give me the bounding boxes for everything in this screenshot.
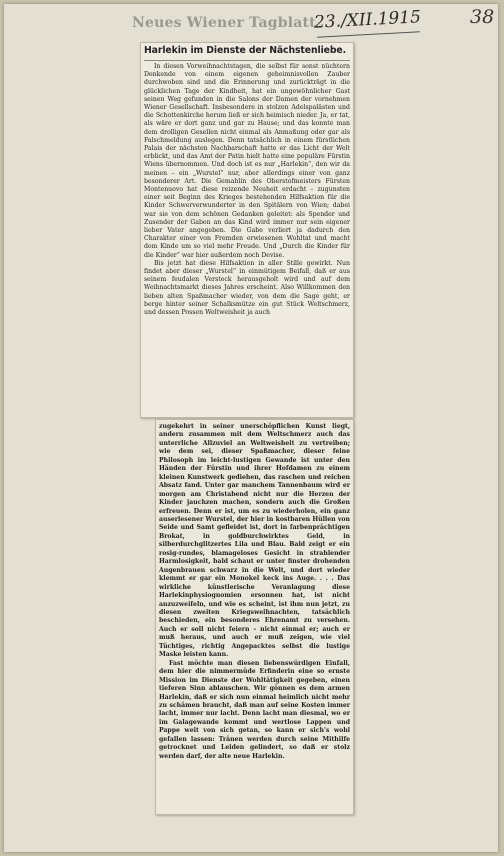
date-underline: [317, 31, 420, 37]
handwritten-date: 23./XII.1915: [313, 7, 422, 33]
handwritten-page-number: 38: [470, 6, 495, 28]
article-clipping-top: [140, 42, 354, 418]
article-headline: Harlekin im Dienste der Nächstenliebe.: [144, 45, 350, 61]
paragraph: zugekehrt in seiner unerschöpflichen Kunst liegt, andern zusammen mit dem Weltschmerz auch das unterrliche Allzuviel an Weltweisheit zu vertreiben; wie dem sei, dieser Spaßmacher, dieser feine Philosoph im leicht-lustigen Gewande ist unter den Händen der Fürstin und ihrer Hofdamen zu einem kleinen Kunstwerk gediehen, das raschen und reichen Absatz fand. Unter gar manchem Tannenbaum wird er morgen am Christabend nicht nur die Herzen der Kinder jauchzen machen, sondern auch die Großen erfreuen. Denn er ist, um es zu wiederholen, ein ganz auserlesener Wurstel, der hier in kostbaren Hüllen von Seide und Samt gefleidet ist, dort in farbenprächtigen Brokat, in goldburchwirktes Geld, in silberdurchglitzertes Lila und Blau. Bald zeigt er ein rosig-rundes, blamageloses Gesicht in strahlender Harmlosigkeit, bald schaut er unter finster drohenden Augenbrauen schwarz in die Welt, und dort wieder klemmt er gar ein Monokel keck ins Auge. . . . Das wirkliche künstlerische Veranlagung diese Harlekinphysiognomien ersonnen hat, ist nicht anzuzweifeln, und wie es scheint, ist ihm nun jetzt, zu diesen zweiten Kriegsweihnachten, tatsächlich beschieden, ein besonderes Ehrenamt zu versehen. Auch er soll nicht feiern – nicht einmal er; auch er muß heraus, und auch er muß zeigen, wie viel Tüchtiges, richtig Angepacktes selbst die lustige Maske leisten kann.: [159, 423, 350, 659]
article-clipping-bottom: [155, 419, 354, 815]
article-body-part1: [144, 63, 350, 317]
paragraph: In diesen Vorweihnachtstagen, die selbst für sonst nüchtern Denkende von einem eigenen geheimnisvollen Zauber durchwoben sind und die Erinnerung und zurückträgt in die glücklichen Tage der Kindheit, hat ein ungewöhnlicher Gast seinen Weg gefunden in die Salons der Damen der vornehmen Wiener Gesellschaft. Insbesondere in stolzen Adelspalästen und die Schottenkirche herum ließ er sich heimisch nieder. Ja, er tat, als wäre er dort ganz und gar zu Hause; und das konnte man dem drolligen Gesellen nicht einmal als Anmaßung oder gar als Falschmeldung auslegen. Denn tatsächlich in einem fürstlichen Palais der nächsten Nachbarschaft hatte er das Licht der Welt erblickt, und das Amt der Patin hielt hatte eine populäre Fürstin Wiens übernommen. Und doch ist es nur „Harlekin“, den wir da meinen – ein „Wurstel“ nur, aber allerdings einer von ganz besonderer Art. Die Gemahlin des Oberstofmeisters Fürsten Montenuovo hat diese reizende Neuheit erdacht – zugunsten einer seit Beginn des Krieges bestehenden Hilfsaktion für die Kinder Schwerverwunderter in den Spitälern von Wien; dabei war sie von dem schönen Gedanken geleitet: als Spender und Zusender der Gaben an das Kind wird immer nur sein eigener lieber Vater angegeben. Die Gabe verliert ja dadurch den Charakter einer von Fremden erwiesenen Wohltat und macht dem Kinde um so viel mehr Freude. Und „Durch die Kinder für die Kinder“ war hier außerdem noch Devise.: [144, 63, 350, 259]
newspaper-masthead: Neues Wiener Tagblatt: [132, 15, 316, 31]
paragraph: Fast möchte man diesen liebenswürdigen Einfall, dem hier die nimmermüde Erfinderin eine so ernste Mission im Dienste der Wohltätigkeit gegeben, einen tieferen Sinn ablauschen. Wir gönnen es dem armen Harlekin, daß er sich nun einmal heimlich nicht mehr zu schämen braucht, daß man auf seine Kosten immer lacht, immer nur lacht. Denn lacht man diesmal, wo er im Galagewande kommt und wertlose Lappen und Pappe weit von sich getan, so kann er sich's wohl gefallen lassen: Tränen werden durch seine Mithilfe getrocknet und Leiden gelindert, so daß er stolz werden darf, der alte neue Harlekin.: [159, 659, 350, 760]
article-body-part2: [159, 423, 350, 761]
paragraph: Bis jetzt hat diese Hilfsaktion in aller Stille gewirkt. Nun findet aber dieser „Wurstel“ in einmütigem Beifall, daß er aus seinem feudalen Versteck herausgeholt wird und auf dem Weihnachtsmarkt dieses Jahres erscheint. Also Willkommen den lieben alten Spaßmacher wieder, von dem die Sage geht, er berge hinter seiner Schalksmütze ein gut Stück Weltschmerz, und dessen Possen Weltweisheit ja auch: [144, 259, 350, 317]
